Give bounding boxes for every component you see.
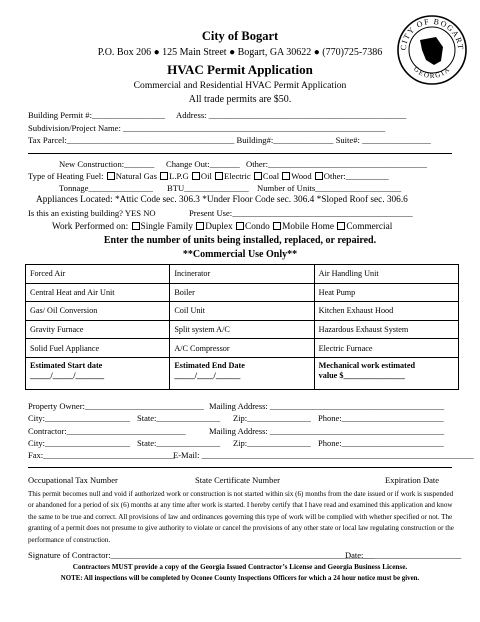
heating-fuel-label: Type of Heating Fuel: — [28, 171, 104, 181]
btu-field[interactable]: BTU_______________ — [167, 183, 249, 193]
option-commercial: Commercial — [346, 222, 393, 232]
unit-split-system-ac[interactable]: Split system A/C — [170, 320, 314, 339]
estimated-end-value[interactable]: _____/____/______ — [174, 371, 241, 381]
unit-incinerator[interactable]: Incinerator — [170, 265, 314, 284]
building-permit-field[interactable]: Building Permit #:_________________ — [28, 110, 166, 120]
contractor-signature-field[interactable]: Signature of Contractor:______________________________________________________________ — [28, 550, 375, 560]
checkbox-wood[interactable] — [282, 172, 290, 180]
estimated-end-label: Estimated End Date — [174, 360, 245, 370]
owner-phone-field[interactable]: Phone:________________________ — [318, 413, 444, 423]
signature-date-field[interactable]: Date:_______________________ — [345, 550, 462, 560]
unit-hazardous-exhaust[interactable]: Hazardous Exhaust System — [314, 320, 458, 339]
unit-heat-pump[interactable]: Heat Pump — [314, 283, 458, 302]
owner-mailing-address-field[interactable]: Mailing Address: _________________________________________ — [209, 401, 445, 411]
page-title: HVAC Permit Application — [167, 62, 313, 77]
checkbox-lpg[interactable] — [160, 172, 168, 180]
occupational-tax-label: Occupational Tax Number — [28, 475, 118, 485]
table-row — [26, 339, 459, 358]
estimated-start-label: Estimated Start date — [30, 360, 103, 370]
units-instruction: Enter the number of units being installed, replaced, or repaired. — [103, 235, 377, 246]
unit-central-heat-air[interactable]: Central Heat and Air Unit — [26, 283, 170, 302]
address-field[interactable]: Address: ______________________________________________ — [176, 110, 407, 120]
checkbox-natural-gas[interactable] — [107, 172, 115, 180]
owner-state-field[interactable]: State:_______________ — [137, 413, 221, 423]
option-wood: Wood — [291, 171, 312, 181]
checkbox-other-fuel[interactable] — [315, 172, 323, 180]
checkbox-commercial[interactable] — [337, 222, 345, 230]
contractor-field[interactable]: Contractor:____________________________ — [28, 426, 186, 436]
other-field[interactable]: Other:_____________________________________ — [246, 159, 427, 169]
option-coal: Coal — [262, 171, 280, 181]
terms-paragraph: This permit becomes null and void if authorized work or construction is not started within six (6) months from the date issued or if work is suspended or abandoned for a period of six (6) months at any time after work is started. I hereby certify that I have read and examined this application and know the same to be true and correct. All provisions of law and ordinances governing this type of work will be complied with whether specified or not. The granting of a permit does not presume to give authority to violate or cancel the provisions of any other state or local law regulating construction or the performance of construction. — [28, 490, 454, 544]
option-condo: Condo — [245, 222, 270, 232]
option-electric: Electric — [224, 171, 251, 181]
tax-parcel-field[interactable]: Tax Parcel:_______________________________________ Building#:______________ Suite#: ________________ — [28, 135, 431, 145]
contractor-mailing-address-field[interactable]: Mailing Address: _________________________________________ — [209, 426, 445, 436]
divider-line — [28, 467, 452, 468]
email-field[interactable]: E-Mail: ________________________________________________________________ — [173, 450, 474, 460]
number-of-units-field[interactable]: Number of Units____________________ — [257, 183, 402, 193]
checkbox-electric[interactable] — [215, 172, 223, 180]
checkbox-oil[interactable] — [192, 172, 200, 180]
estimated-start-cell[interactable] — [26, 357, 170, 389]
unit-coil[interactable]: Coil Unit — [170, 302, 314, 321]
table-row — [26, 265, 459, 284]
tonnage-field[interactable]: Tonnage_______________ — [59, 183, 153, 193]
contractor-city-field[interactable]: City:____________________ — [28, 438, 131, 448]
present-use-field[interactable]: Present Use:__________________________________________ — [189, 208, 413, 218]
appliances-located: Appliances Located: *Attic Code sec. 306.3 *Under Floor Code sec. 306.4 *Sloped Roof sec. 306.6 — [36, 195, 408, 205]
contractor-zip-field[interactable]: Zip:_______________ — [233, 438, 311, 448]
svg-text:GEORGIA: GEORGIA — [411, 65, 453, 81]
option-single-family: Single Family — [140, 222, 193, 232]
unit-electric-furnace[interactable]: Electric Furnace — [314, 339, 458, 358]
new-construction-field[interactable]: New Construction:_______ — [59, 159, 155, 169]
existing-building-question[interactable]: Is this an existing building? YES NO — [28, 208, 156, 218]
option-natural-gas: Natural Gas — [115, 171, 157, 181]
permit-fee-note: All trade permits are $50. — [188, 94, 292, 105]
option-mobile-home: Mobile Home — [282, 222, 335, 232]
checkbox-condo[interactable] — [236, 222, 244, 230]
checkbox-mobile-home[interactable] — [273, 222, 281, 230]
svg-text:CITY OF BOGART: CITY OF BOGART — [398, 16, 466, 51]
option-duplex: Duplex — [205, 222, 233, 232]
unit-ac-compressor[interactable]: A/C Compressor — [170, 339, 314, 358]
city-address: P.O. Box 206 ● 125 Main Street ● Bogart, GA 30622 ● (770)725-7386 — [97, 47, 383, 58]
option-other-fuel[interactable]: Other:__________ — [323, 171, 389, 181]
work-performed-label: Work Performed on: — [52, 222, 129, 232]
work-estimate-label: Mechanical work estimated — [318, 360, 416, 370]
table-row — [26, 302, 459, 321]
change-out-field[interactable]: Change Out:_______ — [166, 159, 240, 169]
work-estimate-cell[interactable] — [314, 357, 458, 389]
expiration-date-label: Expiration Date — [385, 475, 440, 485]
units-table — [25, 264, 459, 390]
unit-kitchen-exhaust-hood[interactable]: Kitchen Exhaust Hood — [314, 302, 458, 321]
city-name: City of Bogart — [201, 29, 279, 43]
heating-fuel-row — [28, 172, 389, 181]
estimated-start-value[interactable]: _____/_____/_______ — [30, 371, 105, 381]
divider-line — [28, 153, 452, 154]
table-row — [26, 283, 459, 302]
table-row — [26, 357, 459, 389]
contractor-state-field[interactable]: State:_______________ — [137, 438, 221, 448]
property-owner-field[interactable]: Property Owner:____________________________ — [28, 401, 204, 411]
unit-boiler[interactable]: Boiler — [170, 283, 314, 302]
contractor-phone-field[interactable]: Phone:________________________ — [318, 438, 444, 448]
fax-field[interactable]: Fax:_______________________________ — [28, 450, 175, 460]
work-performed-row — [52, 222, 392, 232]
commercial-use-note: **Commercial Use Only** — [182, 249, 298, 260]
table-row — [26, 320, 459, 339]
unit-air-handling[interactable]: Air Handling Unit — [314, 265, 458, 284]
checkbox-duplex[interactable] — [196, 222, 204, 230]
work-estimate-value[interactable]: value $_______________ — [318, 371, 405, 381]
estimated-end-cell[interactable] — [170, 357, 314, 389]
unit-gravity-furnace[interactable]: Gravity Furnace — [26, 320, 170, 339]
page-subtitle: Commercial and Residential HVAC Permit Application — [133, 80, 347, 91]
license-notice: Contractors MUST provide a copy of the Georgia Issued Contractor’s License and Georgia Business License. — [72, 563, 408, 571]
checkbox-coal[interactable] — [254, 172, 262, 180]
subdivision-field[interactable]: Subdivision/Project Name: _____________________________________________________________ — [28, 123, 386, 133]
option-oil: Oil — [200, 171, 212, 181]
unit-solid-fuel-appliance[interactable]: Solid Fuel Appliance — [26, 339, 170, 358]
option-lpg: L.P.G — [169, 171, 189, 181]
owner-city-field[interactable]: City:____________________ — [28, 413, 131, 423]
inspection-notice: NOTE: All inspections will be completed by Oconee County Inspections Officers for which a 24 hour notice must be given. — [60, 575, 420, 582]
unit-forced-air[interactable]: Forced Air — [26, 265, 170, 284]
state-certificate-label: State Certificate Number — [195, 475, 280, 485]
owner-zip-field[interactable]: Zip:_______________ — [233, 413, 311, 423]
unit-gas-oil-conversion[interactable]: Gas/ Oil Conversion — [26, 302, 170, 321]
checkbox-single-family[interactable] — [132, 222, 140, 230]
